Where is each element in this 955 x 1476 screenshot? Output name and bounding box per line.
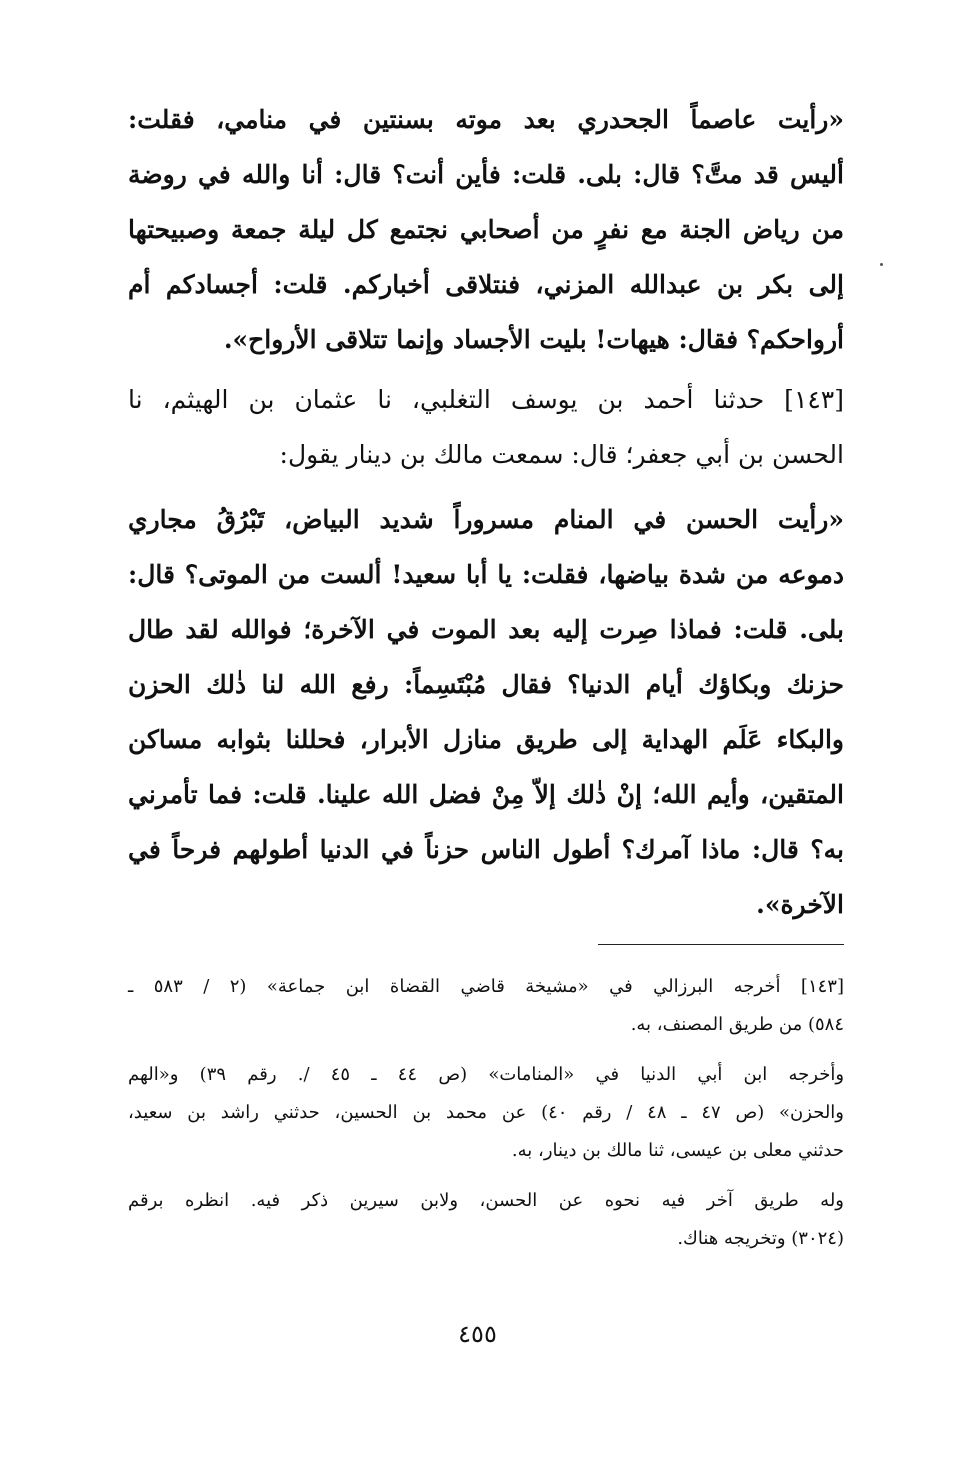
main-text xyxy=(128,100,844,930)
body-line: «رأيت عاصماً الجحدري بعد موته بسنتين في منامي، فقلت: xyxy=(128,105,844,134)
footnote-line: حدثني معلى بن عيسى، ثنا مالك بن دينار، به. xyxy=(511,1140,844,1161)
body-line: المتقين، وأيم الله؛ إنْ ذٰلك إلاّ مِنْ فضل الله علينا. قلت: فما تأمرني xyxy=(128,780,844,809)
footnotes xyxy=(128,972,844,1272)
footnote-line: وأخرجه ابن أبي الدنيا في «المنامات» (ص ٤٤ ـ ٤٥ /. رقم ٣٩) و«الهم xyxy=(128,1064,845,1085)
page-number: ٤٥٥ xyxy=(458,1320,497,1348)
body-line: من رياض الجنة مع نفرٍ من أصحابي نجتمع كل ليلة جمعة وصبيحتها xyxy=(128,215,844,244)
body-line: الحسن بن أبي جعفر؛ قال: سمعت مالك بن دينار يقول: xyxy=(279,440,844,469)
body-line: [١٤٣] حدثنا أحمد بن يوسف التغلبي، نا عثمان بن الهيثم، نا xyxy=(128,385,844,414)
footnote-line: ٥٨٤) من طريق المصنف، به. xyxy=(630,1014,844,1035)
body-line: به؟ قال: ماذا آمرك؟ أطول الناس حزناً في الدنيا أطولهم فرحاً في xyxy=(128,835,844,864)
body-line: «رأيت الحسن في المنام مسروراً شديد البياض، تَبْرُقُ مجاري xyxy=(128,505,844,534)
body-line: الآخرة». xyxy=(756,890,844,919)
footnote-line: والحزن» (ص ٤٧ ـ ٤٨ / رقم ٤٠) عن محمد بن الحسين، حدثني راشد بن سعيد، xyxy=(128,1102,845,1123)
margin-dot xyxy=(880,263,883,266)
body-line: أليس قد متَّ؟ قال: بلى. قلت: فأين أنت؟ قال: أنا والله في روضة xyxy=(128,160,844,189)
footnote-line: (٣٠٢٤) وتخريجه هناك. xyxy=(677,1228,844,1249)
body-line: دموعه من شدة بياضها، فقلت: يا أبا سعيد! ألست من الموتى؟ قال: xyxy=(128,560,844,589)
footnote-line: وله طريق آخر فيه نحوه عن الحسن، ولابن سيرين ذكر فيه. انظره برقم xyxy=(128,1190,844,1211)
footnote-separator xyxy=(598,944,844,945)
body-line: حزنك وبكاؤك أيام الدنيا؟ فقال مُبْتَسِماً: رفع الله لنا ذٰلك الحزن xyxy=(128,670,844,699)
body-line: والبكاء عَلَم الهداية إلى طريق منازل الأبرار، فحللنا بثوابه مساكن xyxy=(128,725,844,754)
body-line: إلى بكر بن عبدالله المزني، فنتلاقى أخباركم. قلت: أجسادكم أم xyxy=(128,270,844,299)
body-line: بلى. قلت: فماذا صِرت إليه بعد الموت في الآخرة؛ فوالله لقد طال xyxy=(128,615,844,644)
body-line: أرواحكم؟ فقال: هيهات! بليت الأجساد وإنما تتلاقى الأرواح». xyxy=(223,325,844,354)
footnote-line: [١٤٣] أخرجه البرزالي في «مشيخة قاضي القضاة ابن جماعة» (٢ / ٥٨٣ ـ xyxy=(128,976,845,997)
